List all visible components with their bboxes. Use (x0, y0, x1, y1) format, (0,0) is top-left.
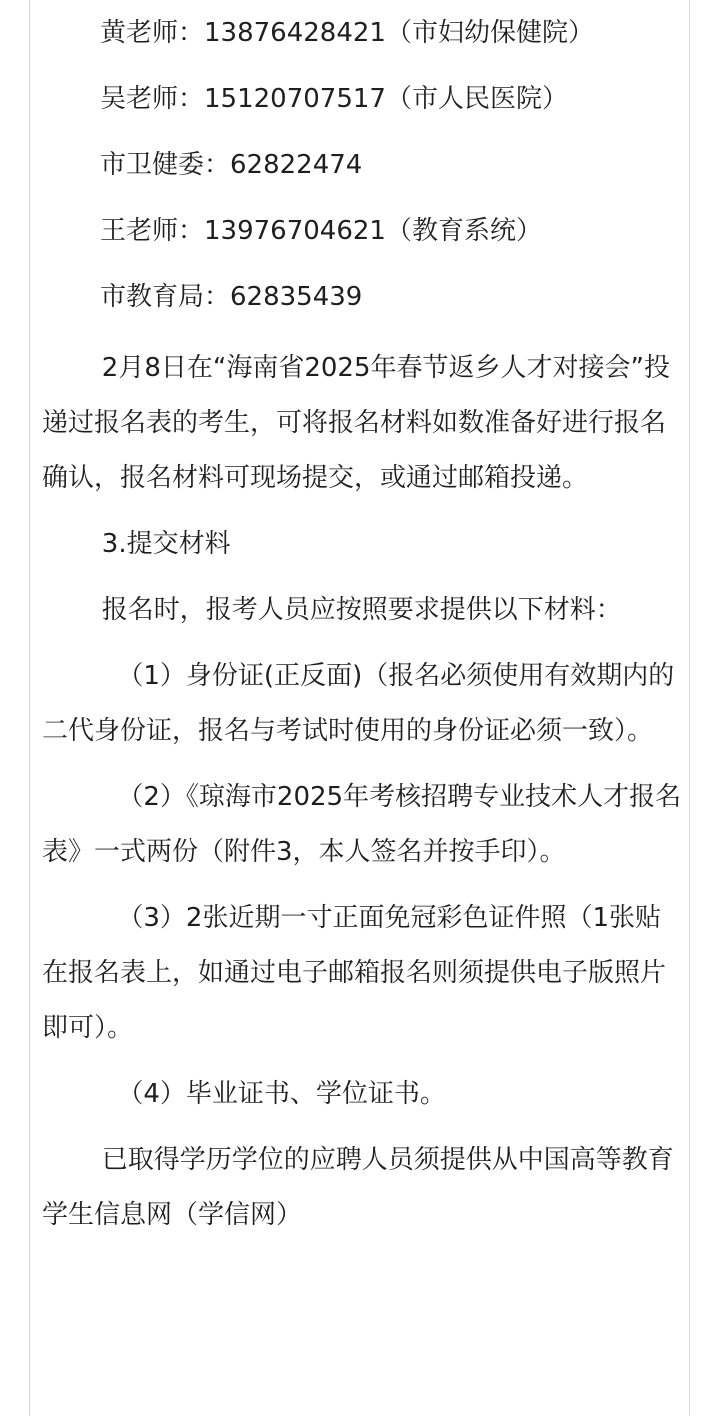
list-item-id-card: （1）身份证(正反面)（报名必须使用有效期内的二代身份证，报名与考试时使用的身份证必须一致）。 (42, 661, 675, 746)
contact-line-education-bureau: 市教育局：62835439 (100, 282, 363, 312)
section-title: 3.提交材料 (101, 529, 231, 559)
article-body (42, 0, 682, 1243)
page-border-left (29, 0, 30, 1416)
list-item-photos: （3）2张近期一寸正面免冠彩色证件照（1张贴在报名表上，如通过电子邮箱报名则须提供电子版照片即可）。 (42, 903, 667, 1043)
paragraph-degree-verification: 已取得学历学位的应聘人员须提供从中国高等教育学生信息网（学信网） (42, 1145, 674, 1230)
contact-line-wu: 吴老师：15120707517（市人民医院） (100, 84, 568, 114)
contact-line-health-commission: 市卫健委：62822474 (100, 150, 363, 180)
page-border-right (689, 0, 690, 1416)
list-item-registration-form: （2）《琼海市2025年考核招聘专业技术人才报名表》一式两份（附件3，本人签名并按手印）。 (42, 782, 682, 867)
list-item-certificates: （4）毕业证书、学位证书。 (117, 1079, 446, 1109)
paragraph-intro: 报名时，报考人员应按照要求提供以下材料： (101, 595, 622, 625)
contact-line-huang: 黄老师：13876428421（市妇幼保健院） (100, 18, 594, 48)
contact-line-wang: 王老师：13976704621（教育系统） (100, 216, 542, 246)
paragraph-confirmation: 2月8日在“海南省2025年春节返乡人才对接会”投递过报名表的考生，可将报名材料如数准备好进行报名确认，报名材料可现场提交，或通过邮箱投递。 (42, 353, 670, 493)
